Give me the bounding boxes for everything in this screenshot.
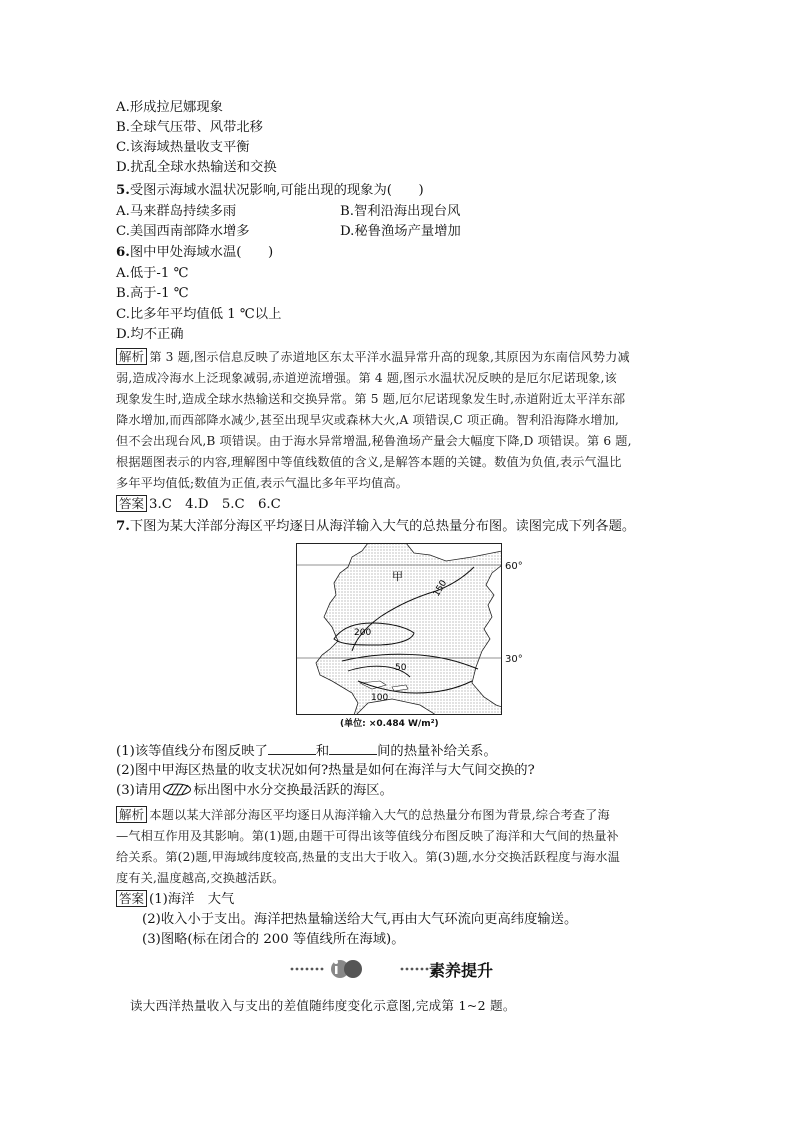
explanation-1-line-5: 但不会出现台风,B 项错误。由于海水异常增温,秘鲁渔场产量会大幅度下降,D 项错误。第 6 题, xyxy=(116,434,632,448)
q5-stem-text: 受图示海域水温状况影响,可能出现的现象为( ) xyxy=(129,183,424,198)
explanation-1-line-2: 弱,造成冷海水上泛现象减弱,赤道逆流增强。第 4 题,图示水温状况反映的是厄尔尼诺现象,该 xyxy=(116,371,617,385)
label-iso-150: 150 xyxy=(431,578,450,599)
q6-stem xyxy=(116,243,273,263)
map-caption: (单位: ×0.484 W/m²) xyxy=(340,719,439,729)
answer-blank-1[interactable] xyxy=(268,741,316,755)
label-iso-200: 200 xyxy=(354,628,372,638)
explanation-1-line-6: 根据题图表示的内容,理解图中等值线数值的含义,是解答本题的关键。数值为负值,表示气温比 xyxy=(116,455,622,469)
q7-sub1-middle: 和 xyxy=(315,744,330,759)
label-jia: 甲 xyxy=(392,570,403,583)
heat-flux-map xyxy=(296,543,502,715)
q5-number: 5. xyxy=(116,183,130,198)
lat-60-label: 60° xyxy=(505,561,523,572)
q6-option-d: D.均不正确 xyxy=(116,327,184,342)
explanation-tag: 解析 xyxy=(116,348,147,365)
q6-option-c: C.比多年平均值低 1 ℃以上 xyxy=(116,307,282,322)
q6-stem-text: 图中甲处海域水温( ) xyxy=(129,245,274,260)
q7-number: 7. xyxy=(116,519,130,534)
q5-option-b: B.智利沿海出现台风 xyxy=(340,204,461,219)
explanation-text: 第 3 题,图示信息反映了赤道地区东太平洋水温异常升高的现象,其原因为东南信风势力减 xyxy=(149,350,630,364)
answer-tag-2: 答案 xyxy=(116,890,147,907)
q7-sub3-suffix: 标出图中水分交换最活跃的海区。 xyxy=(193,783,393,798)
answer-blank-2[interactable] xyxy=(329,741,377,755)
answer-1-text: 3.C 4.D 5.C 6.C xyxy=(149,497,281,512)
explanation-2-line-1 xyxy=(116,805,610,826)
q4-option-c: C.该海域热量收支平衡 xyxy=(116,140,250,155)
explanation-tag-2: 解析 xyxy=(116,806,147,823)
label-iso-100: 100 xyxy=(371,693,389,703)
explanation-1-line-1 xyxy=(116,347,630,368)
explanation-2-line-4: 度有关,温度越高,交换越活跃。 xyxy=(116,871,285,885)
q6-option-b: B.高于-1 ℃ xyxy=(116,286,189,301)
q5-stem xyxy=(116,181,424,201)
explanation-1-line-4: 降水增加,而西部降水减少,甚至出现旱灾或森林大火,A 项错误,C 项正确。智利沿海降水增加, xyxy=(116,413,620,427)
q6-option-a: A.低于-1 ℃ xyxy=(116,266,189,281)
explanation-2-line-2: —气相互作用及其影响。第(1)题,由题干可得出该等值线分布图反映了海洋和大气间的热量补 xyxy=(116,829,619,843)
explanation-2-text: 本题以某大洋部分海区平均逐日从海洋输入大气的总热量分布图为背景,综合考查了海 xyxy=(149,808,610,822)
explanation-2-line-3: 给关系。第(2)题,甲海域纬度较高,热量的支出大于收入。第(3)题,水分交换活跃程度与海水温 xyxy=(116,850,620,864)
q5-option-d: D.秘鲁渔场产量增加 xyxy=(340,224,461,239)
answer-1 xyxy=(116,495,281,515)
q5-option-a: A.马来群岛持续多雨 xyxy=(116,204,237,219)
q7-stem xyxy=(116,517,635,537)
answer-2-line-1 xyxy=(116,890,234,910)
explanation-1-line-3: 现象发生时,造成全球水热输送和交换异常。第 5 题,厄尔尼诺现象发生时,赤道附近太平洋东部 xyxy=(116,392,626,406)
section-emblem-icon xyxy=(331,960,362,978)
q5-option-c: C.美国西南部降水增多 xyxy=(116,224,250,239)
section-title: 素养提升 xyxy=(429,961,494,980)
q7-sub1-suffix: 间的热量补给关系。 xyxy=(377,744,497,759)
section-intro: 读大西洋热量收入与支出的差值随纬度变化示意图,完成第 1~2 题。 xyxy=(130,998,516,1013)
answer-2-text: (1)海洋 大气 xyxy=(149,892,235,907)
q4-option-b: B.全球气压带、风带北移 xyxy=(116,120,263,135)
q7-sub3 xyxy=(116,781,393,801)
q7-sub1 xyxy=(116,741,497,762)
answer-tag: 答案 xyxy=(116,495,147,512)
q7-sub2: (2)图中甲海区热量的收支状况如何?热量是如何在海洋与大气间交换的? xyxy=(116,763,535,778)
answer-2-line-3: (3)图略(标在闭合的 200 等值线所在海域)。 xyxy=(142,932,405,947)
label-iso-50: 50 xyxy=(395,663,407,673)
lat-30-label: 30° xyxy=(505,654,523,665)
q4-option-a: A.形成拉尼娜现象 xyxy=(116,100,223,115)
q7-sub3-prefix: (3)请用 xyxy=(116,783,162,798)
explanation-1-line-7: 多年平均值低;数值为正值,表示气温比多年平均值高。 xyxy=(116,476,409,490)
q7-stem-text: 下图为某大洋部分海区平均逐日从海洋输入大气的总热量分布图。读图完成下列各题。 xyxy=(129,519,636,534)
q6-number: 6. xyxy=(116,245,130,260)
q4-option-d: D.扰乱全球水热输送和交换 xyxy=(116,160,277,175)
q7-sub1-prefix: (1)该等值线分布图反映了 xyxy=(116,744,268,759)
hatch-symbol-icon xyxy=(162,783,192,796)
answer-2-line-2: (2)收入小于支出。海洋把热量输送给大气,再由大气环流向更高纬度输送。 xyxy=(142,912,578,927)
